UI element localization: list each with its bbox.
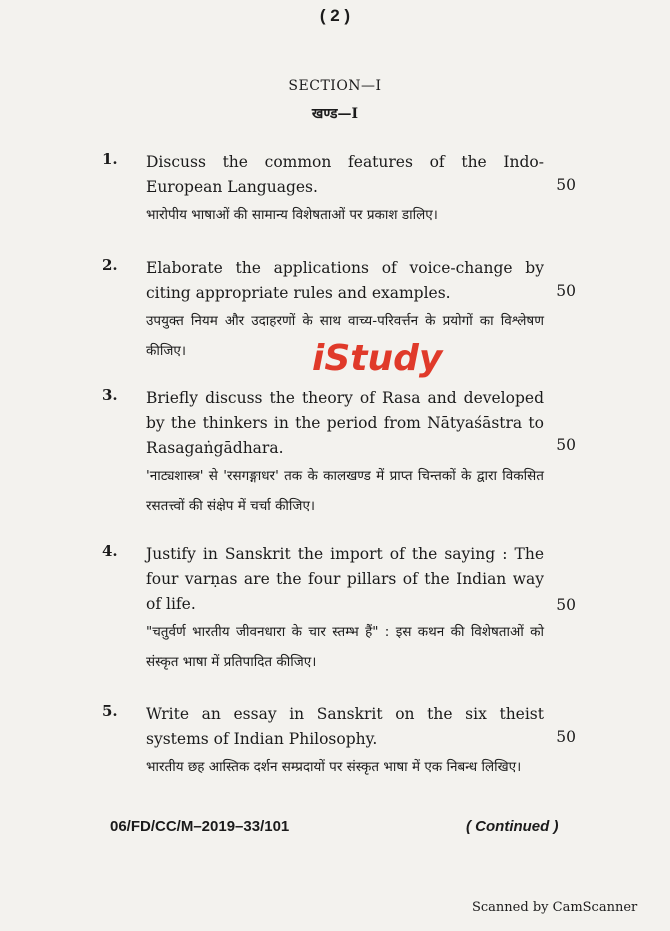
question-number: 4. xyxy=(102,542,118,560)
question-marks: 50 xyxy=(556,176,576,194)
question-hindi: भारोपीय भाषाओं की सामान्य विशेषताओं पर प्रकाश डालिए। xyxy=(146,207,438,223)
question-text: Elaborate the applications of voice-change by citing appropriate rules and examples. xyxy=(146,259,544,302)
question-hindi: उपयुक्त नियम और उदाहरणों के साथ वाच्य-परिवर्त्तन के प्रयोगों का विश्लेषण कीजिए। xyxy=(146,313,544,359)
paper-code-page: 101 xyxy=(264,818,290,835)
question-marks: 50 xyxy=(556,282,576,300)
question-text: Justify in Sanskrit the import of the saying : The four varṇas are the four pillars of the Indian way of life. xyxy=(146,545,544,613)
scanner-label: Scanned by CamScanner xyxy=(472,900,638,915)
question-5 xyxy=(102,702,576,782)
question-4 xyxy=(102,542,576,677)
paper-code-prefix: 06/FD/CC/M–2019–33/ xyxy=(110,818,265,835)
section-title-hindi: खण्ड—I xyxy=(311,106,359,122)
istudy-watermark: iStudy xyxy=(312,338,443,379)
question-hindi: भारतीय छह आस्तिक दर्शन सम्प्रदायों पर संस्कृत भाषा में एक निबन्ध लिखिए। xyxy=(146,759,522,775)
continued-label: ( Continued ) xyxy=(466,818,559,835)
question-text: Discuss the common features of the Indo-European Languages. xyxy=(146,153,544,196)
question-number: 5. xyxy=(102,702,118,720)
section-title: SECTION—I xyxy=(288,78,382,94)
question-number: 2. xyxy=(102,256,118,274)
page-number: ( 2 ) xyxy=(319,6,351,25)
question-marks: 50 xyxy=(556,728,576,746)
question-text: Write an essay in Sanskrit on the six theist systems of Indian Philosophy. xyxy=(146,705,544,748)
question-3 xyxy=(102,386,576,521)
question-number: 1. xyxy=(102,150,118,168)
question-marks: 50 xyxy=(556,596,576,614)
question-text: Briefly discuss the theory of Rasa and developed by the thinkers in the period from Nātyaśāstra to Rasagaṅgādhara. xyxy=(146,389,544,457)
question-hindi: "चतुर्वर्ण भारतीय जीवनधारा के चार स्तम्भ हैं" : इस कथन की विशेषताओं को संस्कृत भाषा में प्रतिपादित कीजिए। xyxy=(146,624,544,670)
question-hindi: 'नाट्यशास्त्र' से 'रसगङ्गाधर' तक के कालखण्ड में प्राप्त चिन्तकों के द्वारा विकसित रसतत्त्वों की संक्षेप में चर्चा कीजिए। xyxy=(146,468,544,514)
question-1 xyxy=(102,150,576,230)
question-marks: 50 xyxy=(556,436,576,454)
paper-code xyxy=(110,818,289,835)
question-number: 3. xyxy=(102,386,118,404)
